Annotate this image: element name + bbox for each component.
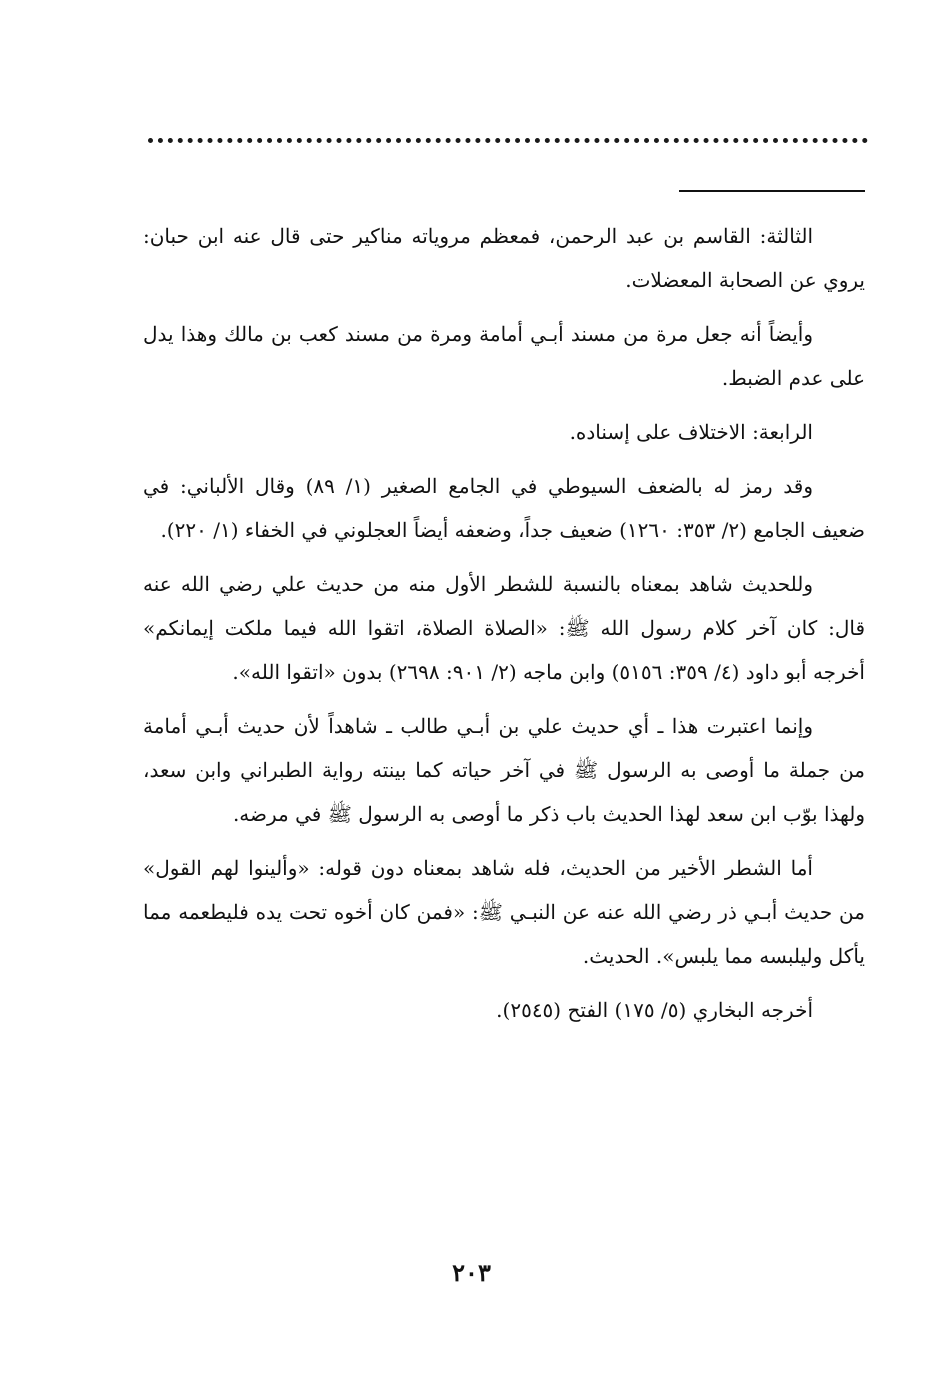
paragraph-witness-hadith: وللحديث شاهد بمعناه بالنسبة للشطر الأول منه من حديث علي رضي الله عنه قال: كان آخر كلام رسول الله ﷺ: «الصلاة الصلاة، اتقوا الله فيما ملكت إيمانكم» أخرجه أبو داود (٤/ ٣٥٩: ٥١٥٦) وابن ماجه (٢/ ٩٠١: ٢٦٩٨) بدون «اتقوا الله». (143, 572, 865, 684)
paragraph-third-reason: الثالثة: القاسم بن عبد الرحمن، فمعظم مروياته مناكير حتى قال عنه ابن حبان: يروي عن الصحابة المعضلات. (143, 224, 865, 292)
paragraph-second-part: أما الشطر الأخير من الحديث، فله شاهد بمعناه دون قوله: «وألينوا لهم القول» من حديث أبـي ذر رضي الله عنه عن النبـي ﷺ: «فمن كان أخوه تحت يده فليطعمه مما يأكل وليلبسه مما يلبس». الحديث. (143, 856, 865, 968)
paragraph-explanation: وإنما اعتبرت هذا ـ أي حديث علي بن أبـي طالب ـ شاهداً لأن حديث أبـي أمامة من جملة ما أوصى به الرسول ﷺ في آخر حياته كما بينته رواية الطبراني وابن سعد، ولهذا بوّب ابن سعد لهذا الحديث باب ذكر ما أوصى به الرسول ﷺ في مرضه. (143, 714, 865, 826)
footnote-rule (679, 190, 865, 192)
paragraph-inconsistency: وأيضاً أنه جعل مرة من مسند أبـي أمامة ومرة من مسند كعب بن مالك وهذا يدل على عدم الضبط. (143, 322, 865, 390)
dotted-separator (148, 138, 868, 143)
paragraph-fourth-reason: الرابعة: الاختلاف على إسناده. (569, 420, 813, 444)
page-number: ٢٠٣ (452, 1258, 491, 1287)
footnote-text (143, 214, 865, 1042)
paragraph-weakness-references: وقد رمز له بالضعف السيوطي في الجامع الصغير (١/ ٨٩) وقال الألباني: في ضعيف الجامع (٢/ ٣٥٣: ١٢٦٠) ضعيف جداً، وضعفه أيضاً العجلوني في الخفاء (١/ ٢٢٠). (143, 474, 865, 542)
paragraph-bukhari-reference: أخرجه البخاري (٥/ ١٧٥) الفتح (٢٥٤٥). (496, 998, 813, 1022)
